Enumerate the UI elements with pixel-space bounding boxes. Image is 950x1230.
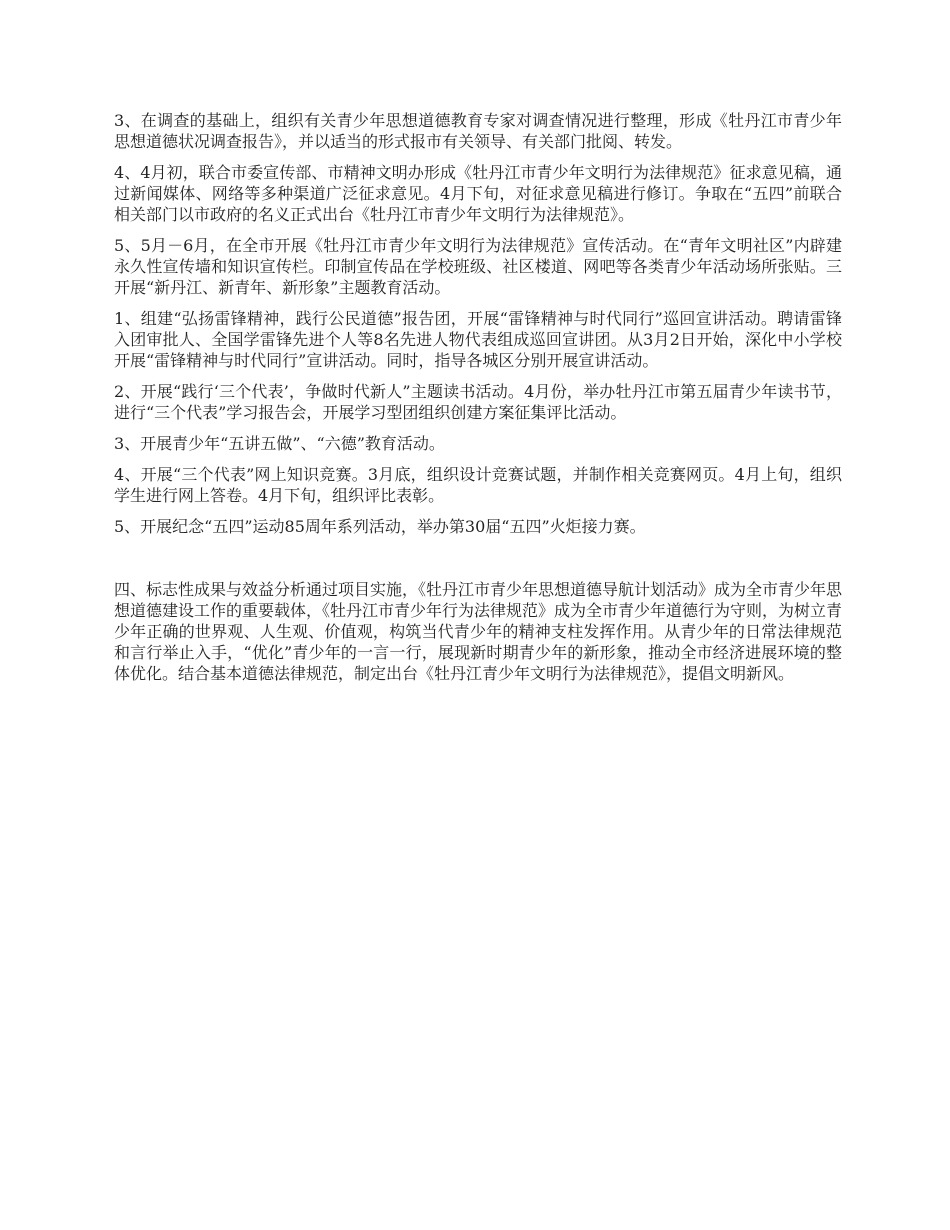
document-page — [114, 110, 842, 694]
paragraph-item-5-may-fourth: 5、开展纪念“五四”运动85周年系列活动，举办第30届“五四”火炬接力赛。 — [114, 517, 646, 536]
paragraph-item-4-online-quiz: 4、开展“三个代表”网上知识竞赛。3月底，组织设计竞赛试题，并制作相关竞赛网页。4月上旬，组织学生进行网上答卷。4月下旬，组织评比表彰。 — [114, 465, 842, 505]
section-spacer — [114, 547, 842, 579]
paragraph-item-3-survey-report: 3、在调查的基础上，组织有关青少年思想道德教育专家对调查情况进行整理，形成《牡丹江市青少年思想道德状况调查报告》，并以适当的形式报市有关领导、有关部门批阅、转发。 — [114, 111, 842, 151]
paragraph-item-2-reading-activity: 2、开展“践行‘三个代表’，争做时代新人”主题读书活动。4月份，举办牡丹江市第五届青少年读书节，进行“三个代表”学习报告会，开展学习型团组织创建方案征集评比活动。 — [114, 382, 842, 422]
paragraph-item-4-draft-regulation: 4、4月初，联合市委宣传部、市精神文明办形成《牡丹江市青少年文明行为法律规范》征求意见稿，通过新闻媒体、网络等多种渠道广泛征求意见。4月下旬，对征求意见稿进行修订。争取在“五四”前联合相关部门以市政府的名义正式出台《牡丹江市青少年文明行为法律规范》。 — [114, 163, 842, 224]
paragraph-item-5-publicity: 5、5月－6月，在全市开展《牡丹江市青少年文明行为法律规范》宣传活动。在“青年文明社区”内辟建永久性宣传墙和知识宣传栏。印制宣传品在学校班级、社区楼道、网吧等各类青少年活动场所张贴。三开展“新丹江、新青年、新形象”主题教育活动。 — [114, 236, 842, 297]
paragraph-item-1-lei-feng-tour: 1、组建“弘扬雷锋精神，践行公民道德”报告团，开展“雷锋精神与时代同行”巡回宣讲活动。聘请雷锋入团审批人、全国学雷锋先进个人等8名先进人物代表组成巡回宣讲团。从3月2日开始，深化中小学校开展“雷锋精神与时代同行”宣讲活动。同时，指导各城区分别开展宣讲活动。 — [114, 309, 842, 370]
paragraph-section-four-results: 四、标志性成果与效益分析通过项目实施，《牡丹江市青少年思想道德导航计划活动》成为全市青少年思想道德建设工作的重要载体，《牡丹江市青少年行为法律规范》成为全市青少年道德行为守则，为树立青少年正确的世界观、人生观、价值观，构筑当代青少年的精神支柱发挥作用。从青少年的日常法律规范和言行举止入手，“优化”青少年的一言一行，展现新时期青少年的新形象，推动全市经济进展环境的整体优化。结合基本道德法律规范，制定出台《牡丹江青少年文明行为法律规范》，提倡文明新风。 — [114, 580, 843, 683]
paragraph-item-3-moral-education: 3、开展青少年“五讲五做”、“六德”教育活动。 — [114, 434, 445, 453]
